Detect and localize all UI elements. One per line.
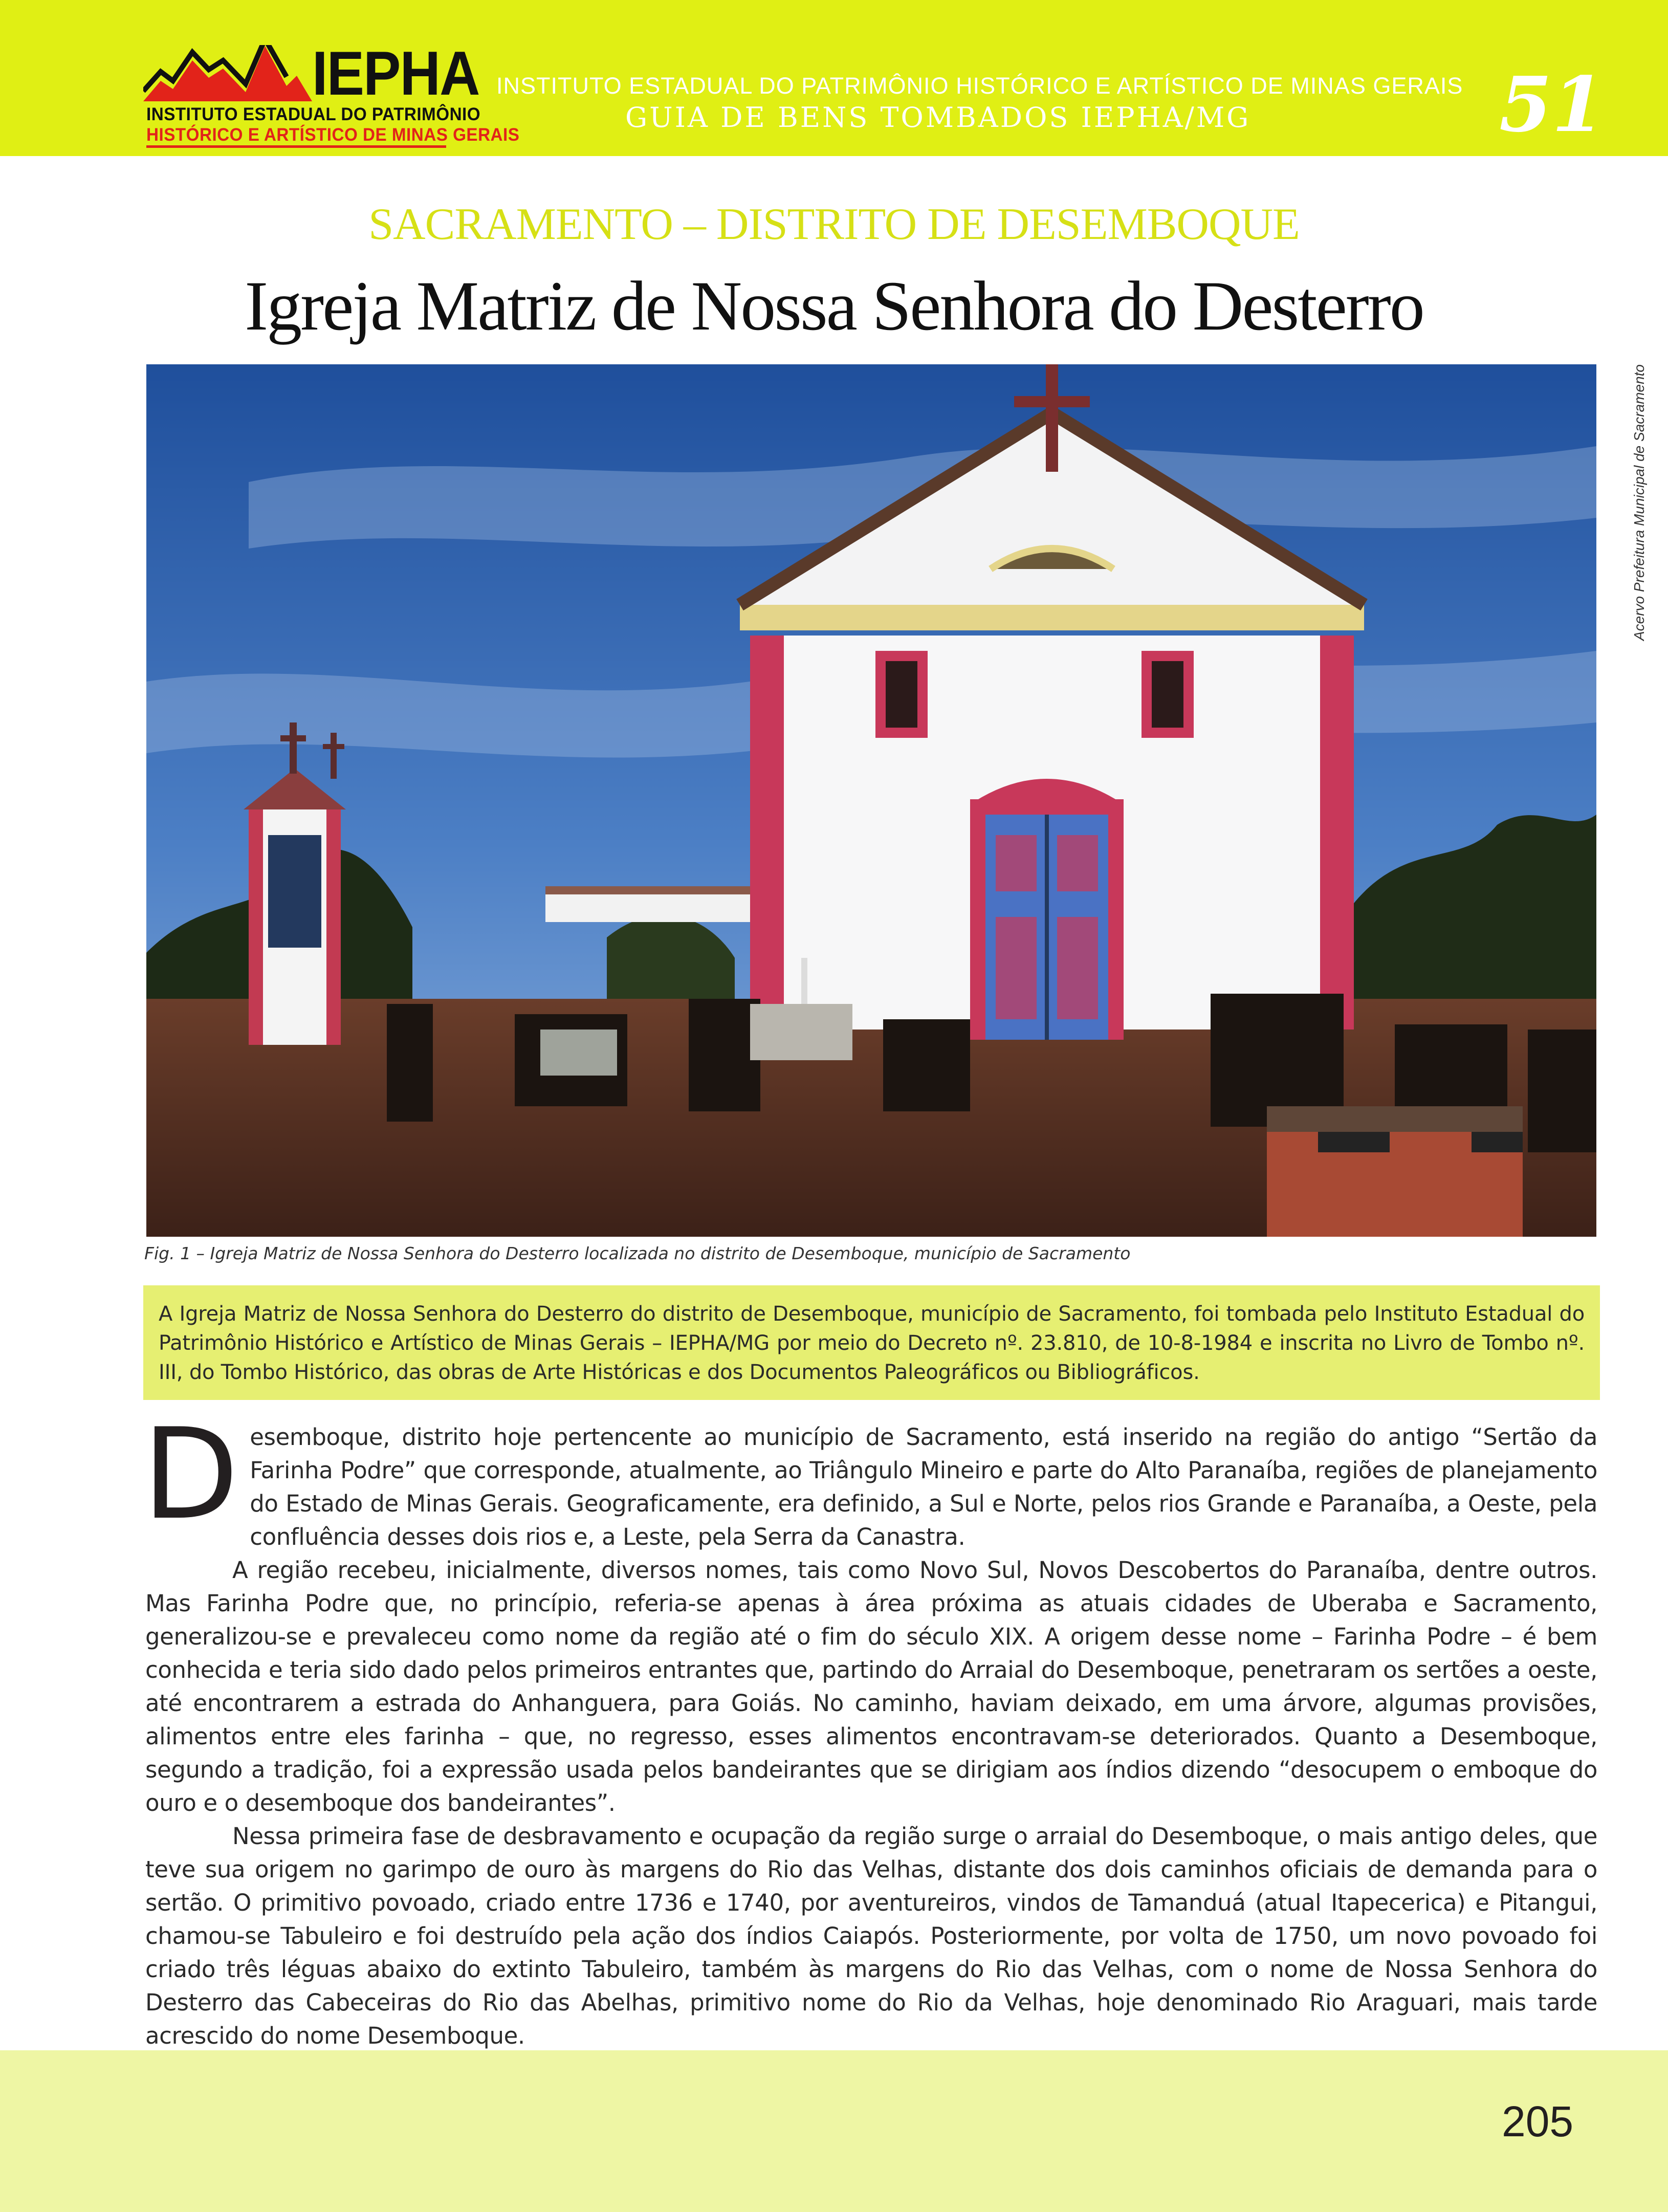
footer-band [0, 2050, 1668, 2212]
article-body [142, 1401, 1597, 2052]
photo-caption: Fig. 1 – Igreja Matriz de Nossa Senhora do Desterro localizada no distrito de Desemboque, município de Sacramento [144, 1243, 1131, 1263]
iepha-logo [143, 38, 520, 147]
paragraph-1-text: esemboque, distrito hoje pertencente ao município de Sacramento, está inserido na região do antigo “Sertão da Farinha Podre” que corresponde, atualmente, ao Triângulo Mineiro e parte do Alto Paranaíba, regiões de planejamento do Estado de Minas Gerais. Geograficamente, era definido, a Sul e Norte, pelos rios Grande e Paranaíba, a Oeste, pela confluência desses dois rios e, a Leste, pela Serra da Canastra. [250, 1423, 1597, 1550]
paragraph-1 [142, 1401, 1597, 1553]
logo-line-2: HISTÓRICO E ARTÍSTICO DE MINAS GERAIS [146, 125, 520, 145]
photo-credit [1611, 364, 1647, 641]
logo-brand: IEPHA [312, 38, 479, 108]
logo-line-1: INSTITUTO ESTADUAL DO PATRIMÔNIO [146, 104, 481, 124]
paragraph-3: Nessa primeira fase de desbravamento e ocupação da região surge o arraial do Desemboque, o mais antigo deles, que teve sua origem no garimpo de ouro às margens do Rio das Velhas, distante dos dois caminhos oficiais de demanda para o sertão. O primitivo povoado, criado entre 1736 e 1740, por aventureiros, vindos de Tamanduá (atual Itapecerica) e Pitangui, chamou-se Tabuleiro e foi destruído pela ação dos índios Caiapós. Posteriormente, por volta de 1750, um novo povoado foi criado três léguas abaixo do extinto Tabuleiro, também às margens do Rio das Velhas, com o nome de Nossa Senhora do Desterro das Cabeceiras do Rio das Abelhas, primitivo nome do Rio da Velhas, hoje denominado Rio Araguari, mais tarde acrescido do nome Desemboque. [145, 1823, 1597, 2049]
institute-name: INSTITUTO ESTADUAL DO PATRIMÔNIO HISTÓRICO E ARTÍSTICO DE MINAS GERAIS [496, 73, 1463, 99]
church-illustration [146, 364, 1596, 1237]
listing-summary-text: A Igreja Matriz de Nossa Senhora do Desterro do distrito de Desemboque, município de Sacramento, foi tombada pelo Instituto Estadual do Patrimônio Histórico e Artístico de Minas Gerais – IEPHA/MG por meio do Decreto nº. 23.810, de 10-8-1984 e inscrita no Livro de Tombo nº. III, do Tombo Histórico, das obras de Arte Históricas e dos Documentos Paleográficos ou Bibliográficos. [159, 1302, 1585, 1384]
guide-title: GUIA DE BENS TOMBADOS IEPHA/MG [625, 101, 1251, 134]
photo-credit-text: Acervo Prefeitura Municipal de Sacramento [1631, 364, 1647, 641]
mountain-logo-icon [143, 45, 312, 101]
drop-cap: D [142, 1401, 239, 1547]
chapter-number: 51 [1499, 60, 1605, 149]
header-band [0, 0, 1668, 156]
article-kicker: SACRAMENTO – DISTRITO DE DESEMBOQUE [368, 200, 1300, 249]
listing-summary-box [143, 1285, 1600, 1400]
page-number: 205 [1502, 2097, 1574, 2145]
paragraph-2: A região recebeu, inicialmente, diversos nomes, tais como Novo Sul, Novos Descobertos do Paranaíba, dentre outros. Mas Farinha Podre que, no princípio, referia-se apenas à área próxima as atuais cidades de Uberaba e Sacramento, generalizou-se e prevaleceu como nome da região até o fim do século XIX. A origem desse nome – Farinha Podre – é bem conhecida e teria sido dado pelos primeiros entrantes que, partindo do Arraial do Desemboque, penetraram os sertões a oeste, até encontrarem a estrada do Anhanguera, para Goiás. No caminho, haviam deixado, em uma árvore, algumas provisões, alimentos entre eles farinha – que, no regresso, esses alimentos encontravam-se deteriorados. Quanto a Desemboque, segundo a tradição, foi a expressão usada pelos bandeirantes que se dirigiam aos índios dizendo “desocupem o emboque do ouro e o desemboque dos bandeirantes”. [145, 1557, 1597, 1816]
article-title: Igreja Matriz de Nossa Senhora do Desterro [245, 267, 1423, 345]
church-photo [146, 364, 1596, 1237]
logo-rule [146, 145, 446, 148]
